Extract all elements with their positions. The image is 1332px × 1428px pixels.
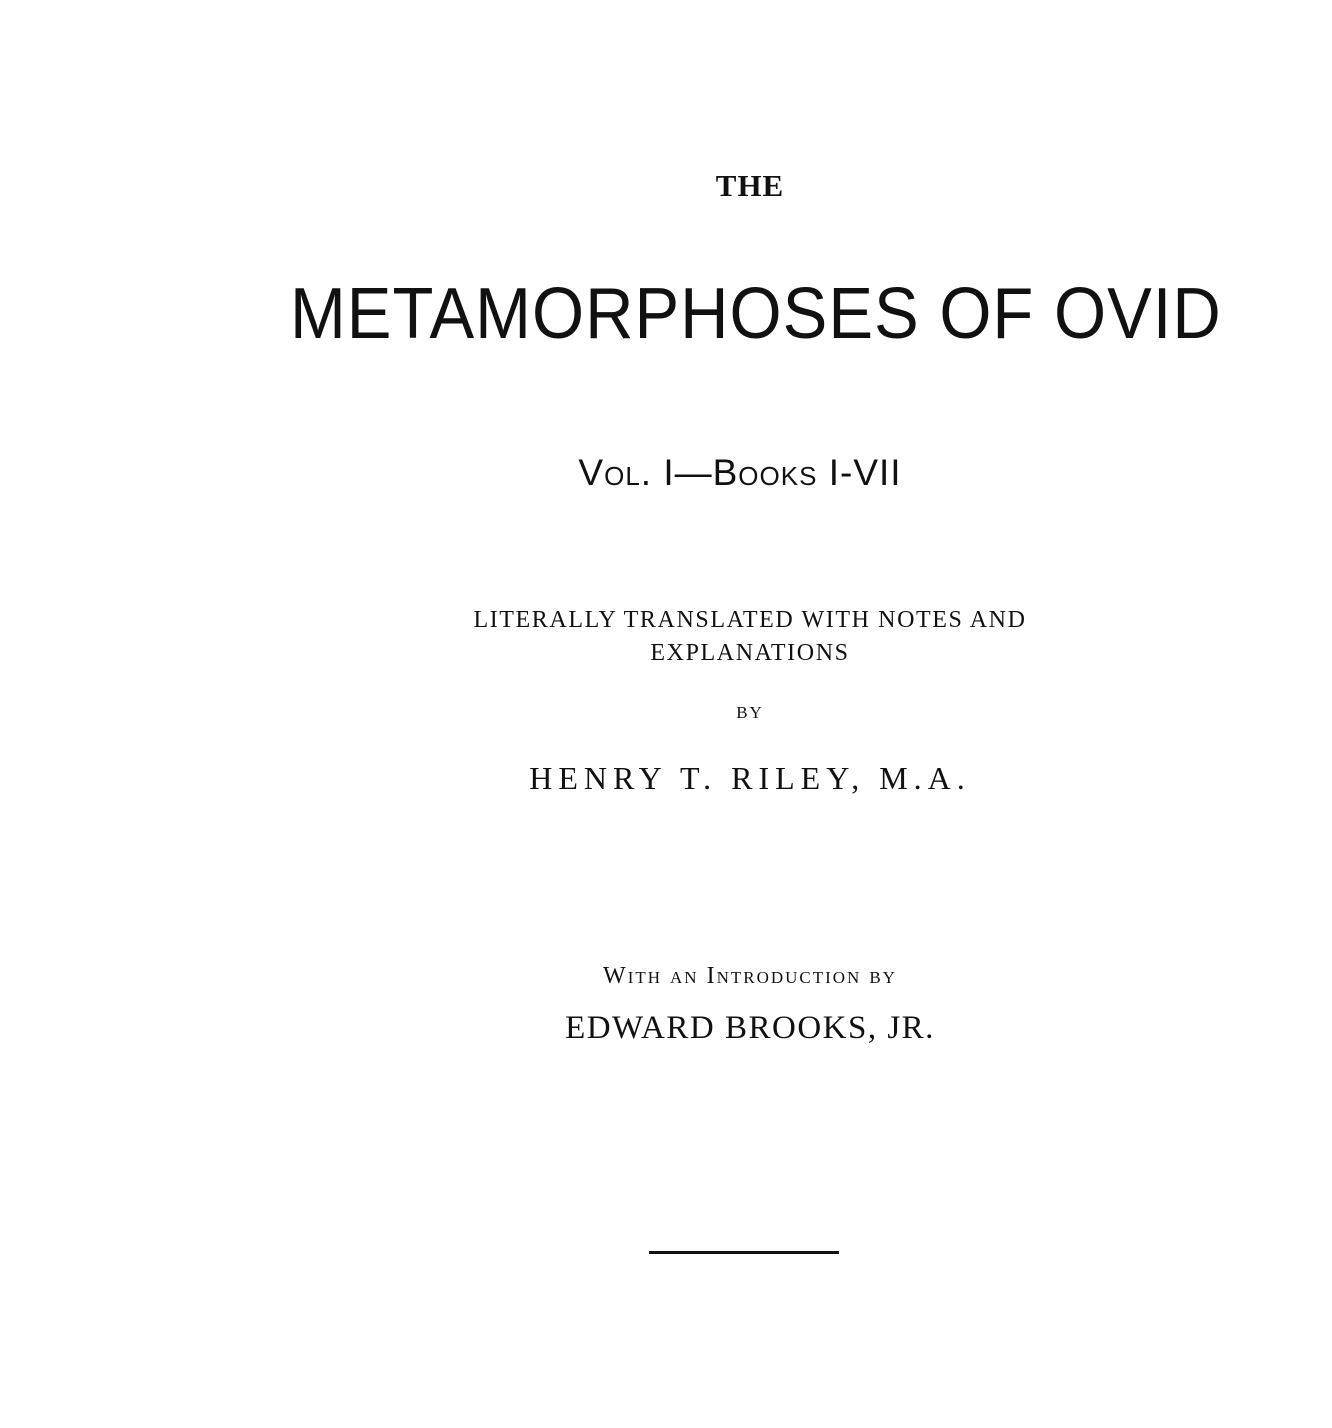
decorative-rule xyxy=(649,1251,839,1254)
translation-note xyxy=(380,604,1120,670)
by-label: BY xyxy=(736,703,764,722)
book-title: METAMORPHOSES OF OVID xyxy=(290,273,1222,355)
translator-name: HENRY T. RILEY, M.A. xyxy=(529,760,971,796)
translation-note-line-1: LITERALLY TRANSLATED WITH NOTES AND xyxy=(473,607,1027,633)
translation-note-line-2: EXPLANATIONS xyxy=(650,640,850,666)
introduction-label: With an Introduction by xyxy=(603,963,897,989)
title-article: THE xyxy=(715,168,785,203)
introduction-author: EDWARD BROOKS, JR. xyxy=(565,1010,935,1046)
volume-subtitle: Vol. I—Books I-VII xyxy=(578,452,902,493)
